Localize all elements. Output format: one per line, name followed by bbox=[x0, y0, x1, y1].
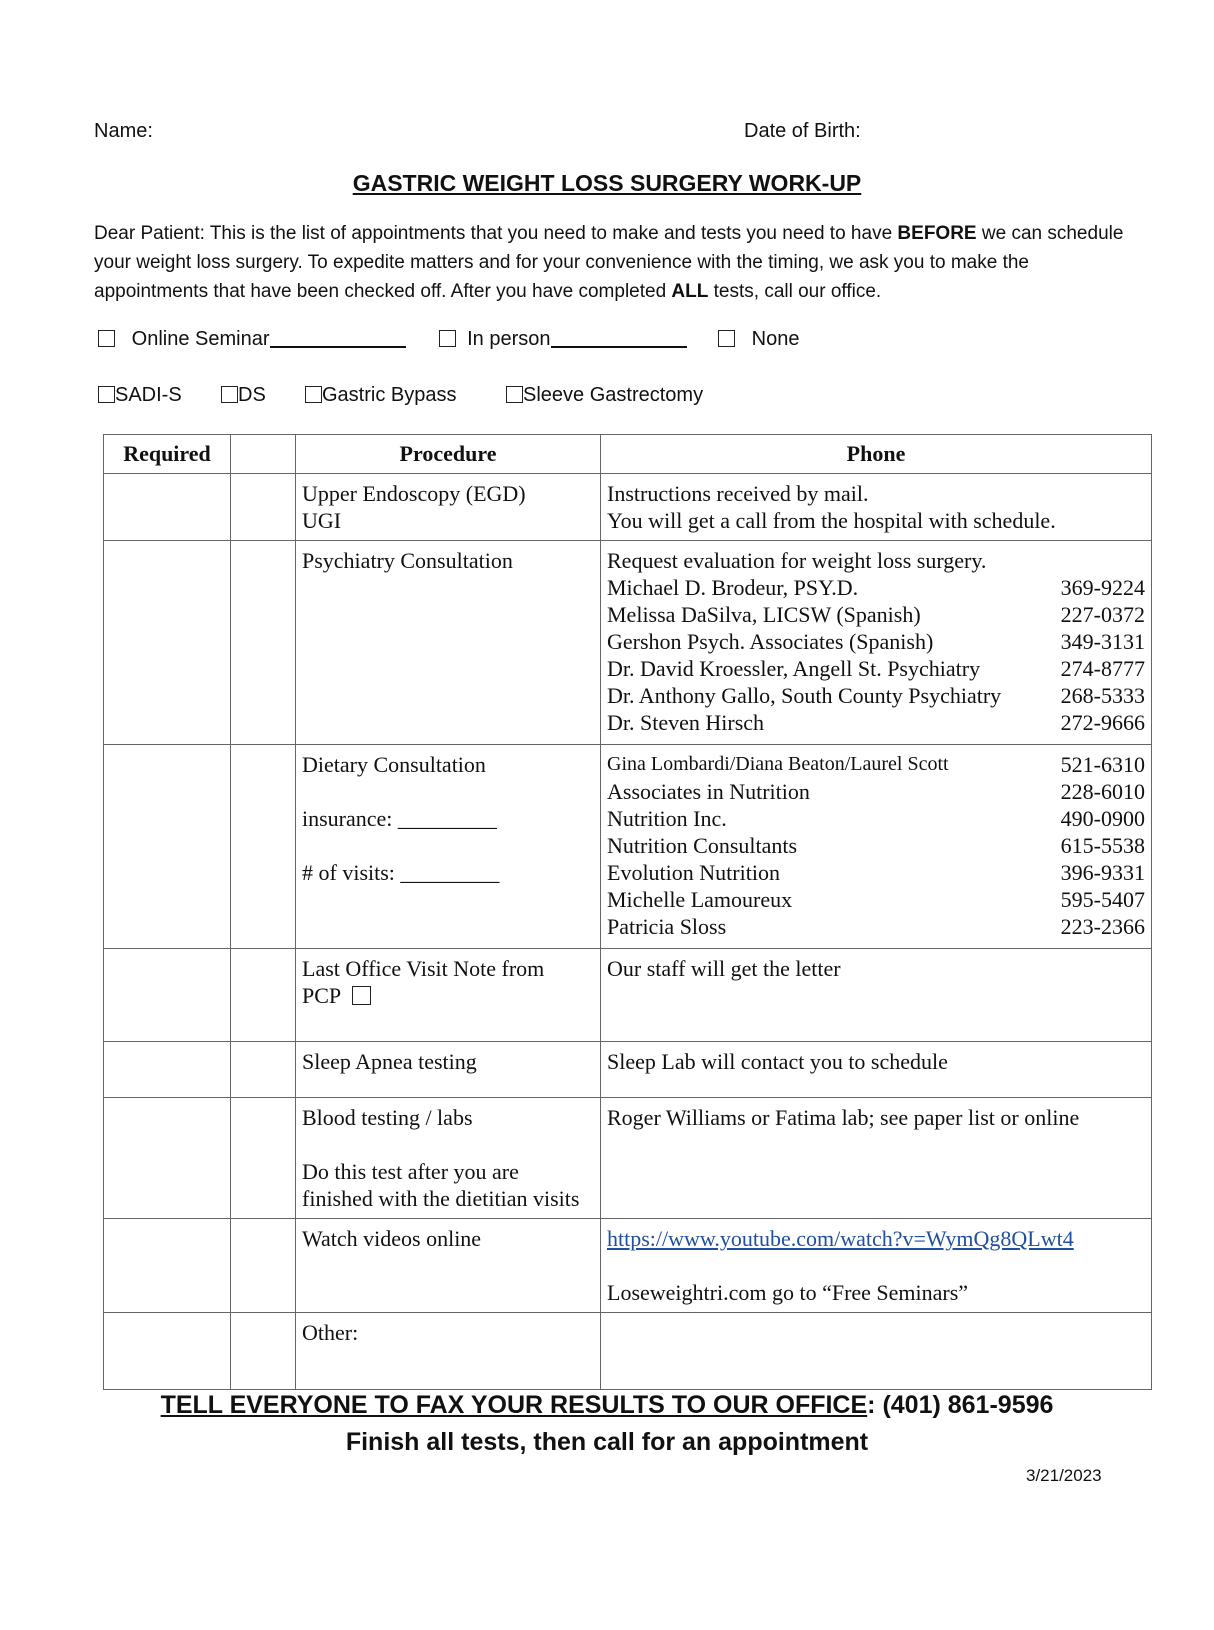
contact-name: Nutrition Consultants bbox=[607, 833, 798, 858]
pcp-label: PCP bbox=[302, 983, 342, 1008]
contact-phone: 228-6010 bbox=[1060, 779, 1145, 804]
check-cell[interactable] bbox=[231, 949, 296, 1042]
insurance-field[interactable]: insurance: _________ bbox=[302, 806, 497, 831]
youtube-link[interactable]: https://www.youtube.com/watch?v=WymQg8QLwt4 bbox=[607, 1226, 1074, 1251]
procedure-text: Dietary Consultation bbox=[302, 752, 486, 777]
procedure-note: finished with the dietitian visits bbox=[302, 1186, 580, 1211]
contact-row bbox=[607, 805, 1145, 832]
ds-label: DS bbox=[238, 384, 266, 406]
procedure-cell bbox=[296, 474, 601, 541]
intro-text-2: we can schedule your weight loss surgery. To expedite matters and for your convenience with the timing, we ask you to make the appointments that have been checked off. After you have completed bbox=[94, 223, 1124, 302]
check-cell[interactable] bbox=[231, 745, 296, 949]
table-row-egd bbox=[104, 474, 1152, 541]
contact-name: Michael D. Brodeur, PSY.D. bbox=[607, 575, 859, 600]
phone-cell bbox=[601, 474, 1152, 541]
contact-phone: 223-2366 bbox=[1060, 914, 1145, 939]
surgery-options bbox=[94, 384, 1134, 414]
contact-row bbox=[607, 682, 1145, 709]
header-required: Required bbox=[104, 435, 231, 474]
phone-cell[interactable] bbox=[601, 1313, 1152, 1390]
contact-phone: 615-5538 bbox=[1060, 833, 1145, 858]
sleeve-gastrectomy-label: Sleeve Gastrectomy bbox=[523, 384, 704, 406]
contact-name: Dr. David Kroessler, Angell St. Psychiatry bbox=[607, 656, 981, 681]
table-row-other bbox=[104, 1313, 1152, 1390]
contact-row bbox=[607, 574, 1145, 601]
procedure-text: UGI bbox=[302, 508, 342, 533]
contact-name: Dr. Steven Hirsch bbox=[607, 710, 765, 735]
phone-cell bbox=[601, 949, 1152, 1042]
fax-number: : (401) 861-9596 bbox=[867, 1391, 1054, 1419]
contact-phone: 227-0372 bbox=[1060, 602, 1145, 627]
check-cell[interactable] bbox=[231, 1042, 296, 1098]
finish-instruction: Finish all tests, then call for an appointment bbox=[345, 1428, 869, 1456]
sadi-s-option[interactable] bbox=[98, 384, 182, 407]
intro-text-3: tests, call our office. bbox=[708, 281, 882, 302]
table-row-videos bbox=[104, 1219, 1152, 1313]
required-cell[interactable] bbox=[104, 745, 231, 949]
contact-row bbox=[607, 859, 1145, 886]
visits-field[interactable]: # of visits: _________ bbox=[302, 860, 500, 885]
gastric-bypass-label: Gastric Bypass bbox=[322, 384, 457, 406]
contact-phone: 396-9331 bbox=[1060, 860, 1145, 885]
gastric-bypass-option[interactable] bbox=[305, 384, 456, 407]
online-seminar-checkbox[interactable] bbox=[98, 330, 115, 347]
procedure-cell bbox=[296, 1098, 601, 1219]
contact-name: Associates in Nutrition bbox=[607, 779, 810, 804]
sadi-s-checkbox[interactable] bbox=[98, 386, 115, 403]
header-procedure: Procedure bbox=[296, 435, 601, 474]
procedure-text: Upper Endoscopy (EGD) bbox=[302, 481, 526, 506]
contact-name: Dr. Anthony Gallo, South County Psychiatry bbox=[607, 683, 1002, 708]
check-cell[interactable] bbox=[231, 541, 296, 745]
none-checkbox[interactable] bbox=[718, 330, 735, 347]
contact-phone: 274-8777 bbox=[1060, 656, 1145, 681]
contact-name: Melissa DaSilva, LICSW (Spanish) bbox=[607, 602, 921, 627]
ds-option[interactable] bbox=[221, 384, 266, 407]
intro-paragraph bbox=[94, 219, 1134, 306]
procedure-note: Do this test after you are bbox=[302, 1159, 519, 1184]
fax-instruction bbox=[0, 1391, 1214, 1420]
required-cell[interactable] bbox=[104, 1313, 231, 1390]
required-cell[interactable] bbox=[104, 541, 231, 745]
fax-text: TELL EVERYONE TO FAX YOUR RESULTS TO OUR OFFICE bbox=[160, 1391, 868, 1419]
phone-text: Sleep Lab will contact you to schedule bbox=[607, 1049, 948, 1074]
required-cell[interactable] bbox=[104, 1042, 231, 1098]
intro-bold-before: BEFORE bbox=[897, 223, 977, 244]
in-person-label: In person bbox=[467, 328, 551, 350]
contact-phone: 521-6310 bbox=[1060, 752, 1145, 777]
table-row-blood bbox=[104, 1098, 1152, 1219]
procedure-text: Sleep Apnea testing bbox=[302, 1049, 477, 1074]
contact-name: Nutrition Inc. bbox=[607, 806, 727, 831]
procedure-text: Watch videos online bbox=[302, 1226, 482, 1251]
ds-checkbox[interactable] bbox=[221, 386, 238, 403]
phone-text: Roger Williams or Fatima lab; see paper list or online bbox=[607, 1105, 1080, 1130]
contact-phone: 490-0900 bbox=[1060, 806, 1145, 831]
intro-bold-all: ALL bbox=[671, 281, 709, 302]
contact-name: Michelle Lamoureux bbox=[607, 887, 793, 912]
none-option[interactable] bbox=[718, 328, 799, 351]
table-row-pcp bbox=[104, 949, 1152, 1042]
contact-row bbox=[607, 886, 1145, 913]
none-label: None bbox=[751, 328, 800, 350]
page-title: GASTRIC WEIGHT LOSS SURGERY WORK-UP bbox=[352, 170, 862, 196]
phone-text: Our staff will get the letter bbox=[607, 956, 841, 981]
online-seminar-label: Online Seminar bbox=[131, 328, 270, 350]
table-row-psych bbox=[104, 541, 1152, 745]
procedure-text: Psychiatry Consultation bbox=[302, 548, 513, 573]
gastric-bypass-checkbox[interactable] bbox=[305, 386, 322, 403]
table-header-row bbox=[104, 435, 1152, 474]
pcp-checkbox[interactable] bbox=[352, 986, 371, 1005]
contact-row bbox=[607, 778, 1145, 805]
in-person-checkbox[interactable] bbox=[439, 330, 456, 347]
required-cell[interactable] bbox=[104, 949, 231, 1042]
contact-row bbox=[607, 601, 1145, 628]
phone-text: Loseweightri.com go to “Free Seminars” bbox=[607, 1280, 969, 1305]
workup-table bbox=[103, 434, 1152, 1390]
sadi-s-label: SADI-S bbox=[115, 384, 182, 406]
phone-text: Instructions received by mail. bbox=[607, 481, 869, 506]
procedure-text: Other: bbox=[302, 1320, 359, 1345]
procedure-text: Blood testing / labs bbox=[302, 1105, 473, 1130]
phone-text: Request evaluation for weight loss surgery. bbox=[607, 548, 987, 573]
phone-text: You will get a call from the hospital with schedule. bbox=[607, 508, 1056, 533]
contact-phone: 595-5407 bbox=[1060, 887, 1145, 912]
contact-name: Evolution Nutrition bbox=[607, 860, 780, 885]
contact-row bbox=[607, 709, 1145, 736]
procedure-cell bbox=[296, 1313, 601, 1390]
online-seminar-blank bbox=[270, 328, 406, 348]
contact-phone: 268-5333 bbox=[1060, 683, 1145, 708]
seminar-options bbox=[94, 328, 1134, 358]
procedure-cell bbox=[296, 1042, 601, 1098]
contact-row bbox=[607, 655, 1145, 682]
contact-row bbox=[607, 913, 1145, 940]
revision-date: 3/21/2023 bbox=[1026, 1466, 1102, 1485]
in-person-option[interactable] bbox=[439, 328, 687, 351]
procedure-cell bbox=[296, 541, 601, 745]
intro-text-1: Dear Patient: This is the list of appointments that you need to make and tests you need to have bbox=[94, 223, 898, 244]
phone-cell bbox=[601, 1042, 1152, 1098]
check-cell[interactable] bbox=[231, 1219, 296, 1313]
sleeve-gastrectomy-checkbox[interactable] bbox=[506, 386, 523, 403]
phone-cell bbox=[601, 1219, 1152, 1313]
header-phone: Phone bbox=[601, 435, 1152, 474]
sleeve-gastrectomy-option[interactable] bbox=[506, 384, 703, 407]
required-cell[interactable] bbox=[104, 1098, 231, 1219]
phone-cell bbox=[601, 745, 1152, 949]
contact-row bbox=[607, 832, 1145, 859]
contact-name: Gershon Psych. Associates (Spanish) bbox=[607, 629, 934, 654]
contact-phone: 349-3131 bbox=[1060, 629, 1145, 654]
check-cell[interactable] bbox=[231, 1313, 296, 1390]
required-cell[interactable] bbox=[104, 1219, 231, 1313]
procedure-text bbox=[302, 982, 594, 1009]
dob-label: Date of Birth: bbox=[744, 120, 861, 142]
table-row-sleep bbox=[104, 1042, 1152, 1098]
check-cell[interactable] bbox=[231, 474, 296, 541]
check-cell[interactable] bbox=[231, 1098, 296, 1219]
phone-cell bbox=[601, 541, 1152, 745]
table-row-diet bbox=[104, 745, 1152, 949]
procedure-cell bbox=[296, 1219, 601, 1313]
contact-name: Gina Lombardi/Diana Beaton/Laurel Scott bbox=[607, 753, 949, 775]
contact-row bbox=[607, 751, 1145, 778]
contact-phone: 272-9666 bbox=[1060, 710, 1145, 735]
phone-cell bbox=[601, 1098, 1152, 1219]
in-person-blank bbox=[551, 328, 687, 348]
name-label: Name: bbox=[94, 120, 153, 142]
procedure-text: Last Office Visit Note from bbox=[302, 956, 545, 981]
contact-phone: 369-9224 bbox=[1060, 575, 1145, 600]
contact-row bbox=[607, 628, 1145, 655]
procedure-cell bbox=[296, 745, 601, 949]
patient-header bbox=[94, 120, 1134, 148]
contact-name: Patricia Sloss bbox=[607, 914, 727, 939]
required-cell[interactable] bbox=[104, 474, 231, 541]
header-blank bbox=[231, 435, 296, 474]
online-seminar-option[interactable] bbox=[98, 328, 406, 351]
procedure-cell bbox=[296, 949, 601, 1042]
